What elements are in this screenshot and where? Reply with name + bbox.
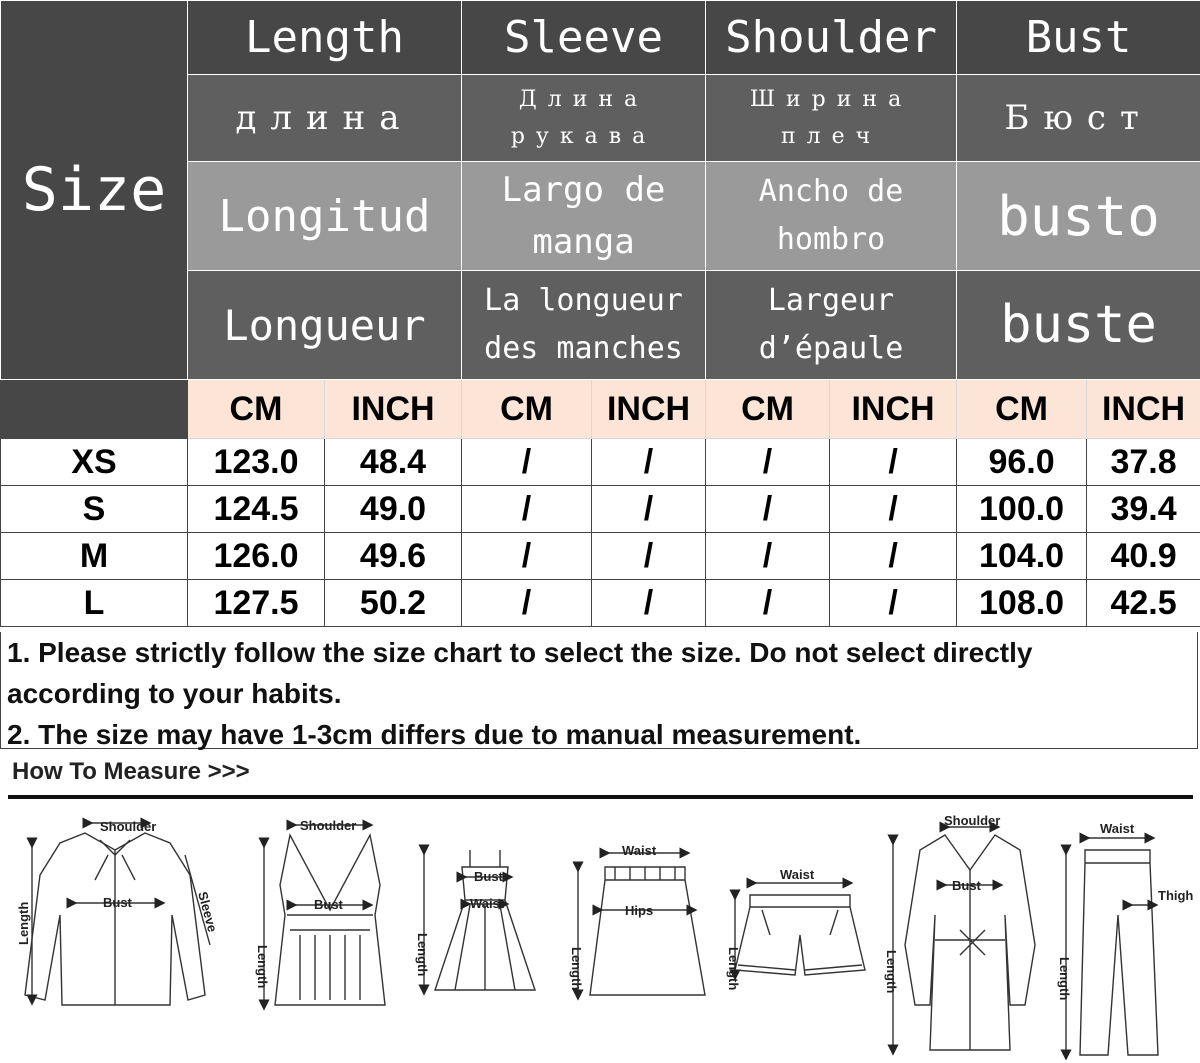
value-cell: 108.0 xyxy=(957,580,1087,627)
measurement-diagrams xyxy=(0,805,1200,1060)
value-cell: 49.0 xyxy=(325,486,462,533)
coat-bust-label: Bust xyxy=(952,878,981,893)
value-cell: / xyxy=(462,580,592,627)
vest-bust-label: Bust xyxy=(314,897,343,912)
shirt-diagram xyxy=(25,823,210,1005)
table-row xyxy=(1,439,1200,486)
note-line: 2. The size may have 1-3cm differs due to manual measurement. xyxy=(7,719,862,750)
value-cell: 124.5 xyxy=(188,486,325,533)
value-cell: / xyxy=(592,533,706,580)
coat-shoulder-label: Shoulder xyxy=(944,813,1001,828)
size-header: Size xyxy=(1,1,188,380)
shorts-waist-label: Waist xyxy=(780,867,815,882)
note-line: according to your habits. xyxy=(7,678,342,709)
value-cell: 127.5 xyxy=(188,580,325,627)
unit-cell: INCH xyxy=(1087,380,1200,439)
coat-length-label: Length xyxy=(884,950,899,994)
shoulder-header-es: Ancho de hombro xyxy=(706,162,957,271)
value-cell: 100.0 xyxy=(957,486,1087,533)
value-cell: / xyxy=(706,439,830,486)
note-line: 1. Please strictly follow the size chart to select the size. Do not select directly xyxy=(7,637,1033,668)
pants-thigh-label: Thigh xyxy=(1158,888,1194,903)
size-notes xyxy=(0,632,1198,749)
value-cell: / xyxy=(706,580,830,627)
value-cell: 126.0 xyxy=(188,533,325,580)
skirt-waist-label: Waist xyxy=(622,843,657,858)
shoulder-header-ru: Ширина плеч xyxy=(706,75,957,162)
value-cell: 37.8 xyxy=(1087,439,1200,486)
value-cell: / xyxy=(592,486,706,533)
skirt-diagram xyxy=(578,853,705,995)
sleeve-header-es: Largo de manga xyxy=(462,162,706,271)
value-cell: / xyxy=(462,439,592,486)
length-header-en: Length xyxy=(188,1,462,75)
value-cell: / xyxy=(706,486,830,533)
shirt-sleeve-label: Sleeve xyxy=(195,889,221,934)
vest-diagram xyxy=(264,825,385,1005)
value-cell: 42.5 xyxy=(1087,580,1200,627)
shorts-diagram xyxy=(735,883,865,975)
sleeve-header-en: Sleeve xyxy=(462,1,706,75)
dress-bust-label: Bust xyxy=(474,869,503,884)
length-header-es: Longitud xyxy=(188,162,462,271)
value-cell: / xyxy=(830,439,957,486)
value-cell: / xyxy=(462,533,592,580)
unit-cell: INCH xyxy=(592,380,706,439)
table-row xyxy=(1,580,1200,627)
value-cell: / xyxy=(830,486,957,533)
pants-length-label: Length xyxy=(1057,957,1072,1001)
value-cell: 123.0 xyxy=(188,439,325,486)
size-cell: XS xyxy=(1,439,188,486)
value-cell: 39.4 xyxy=(1087,486,1200,533)
sleeve-header-fr: La longueur des manches xyxy=(462,271,706,380)
unit-cell: CM xyxy=(957,380,1087,439)
dress-waist-label: Waist xyxy=(470,896,505,911)
value-cell: / xyxy=(592,439,706,486)
vest-shoulder-label: Shoulder xyxy=(300,818,357,833)
skirt-hips-label: Hips xyxy=(625,903,654,918)
value-cell: / xyxy=(462,486,592,533)
table-row xyxy=(1,486,1200,533)
unit-cell: INCH xyxy=(325,380,462,439)
unit-cell: CM xyxy=(706,380,830,439)
size-cell: L xyxy=(1,580,188,627)
vest-length-label: Length xyxy=(255,945,270,989)
value-cell: 50.2 xyxy=(325,580,462,627)
value-cell: / xyxy=(592,580,706,627)
pants-diagram xyxy=(1066,838,1158,1055)
value-cell: 104.0 xyxy=(957,533,1087,580)
bust-header-ru: Бюст xyxy=(957,75,1200,162)
divider xyxy=(8,795,1193,799)
size-header-spacer xyxy=(1,380,188,439)
value-cell: 48.4 xyxy=(325,439,462,486)
value-cell: 49.6 xyxy=(325,533,462,580)
shorts-length-label: Length xyxy=(726,947,741,991)
coat-diagram xyxy=(893,827,1035,1050)
value-cell: / xyxy=(706,533,830,580)
bust-header-es: busto xyxy=(957,162,1200,271)
unit-cell: INCH xyxy=(830,380,957,439)
size-cell: M xyxy=(1,533,188,580)
value-cell: / xyxy=(830,533,957,580)
shoulder-header-fr: Largeur d’épaule xyxy=(706,271,957,380)
unit-cell: CM xyxy=(188,380,325,439)
value-cell: 96.0 xyxy=(957,439,1087,486)
sleeve-header-ru: Длина рукава xyxy=(462,75,706,162)
skirt-length-label: Length xyxy=(569,947,584,991)
value-cell: / xyxy=(830,580,957,627)
how-to-measure-title: How To Measure >>> xyxy=(12,758,250,785)
shirt-shoulder-label: Shoulder xyxy=(100,819,157,834)
shoulder-header-en: Shoulder xyxy=(706,1,957,75)
pants-waist-label: Waist xyxy=(1100,821,1135,836)
length-header-fr: Longueur xyxy=(188,271,462,380)
bust-header-en: Bust xyxy=(957,1,1200,75)
value-cell: 40.9 xyxy=(1087,533,1200,580)
unit-cell: CM xyxy=(462,380,592,439)
table-row xyxy=(1,533,1200,580)
shirt-length-label: Length xyxy=(16,901,31,945)
shirt-bust-label: Bust xyxy=(103,895,132,910)
length-header-ru: длина xyxy=(188,75,462,162)
bust-header-fr: buste xyxy=(957,271,1200,380)
size-cell: S xyxy=(1,486,188,533)
dress-length-label: Length xyxy=(415,933,430,977)
